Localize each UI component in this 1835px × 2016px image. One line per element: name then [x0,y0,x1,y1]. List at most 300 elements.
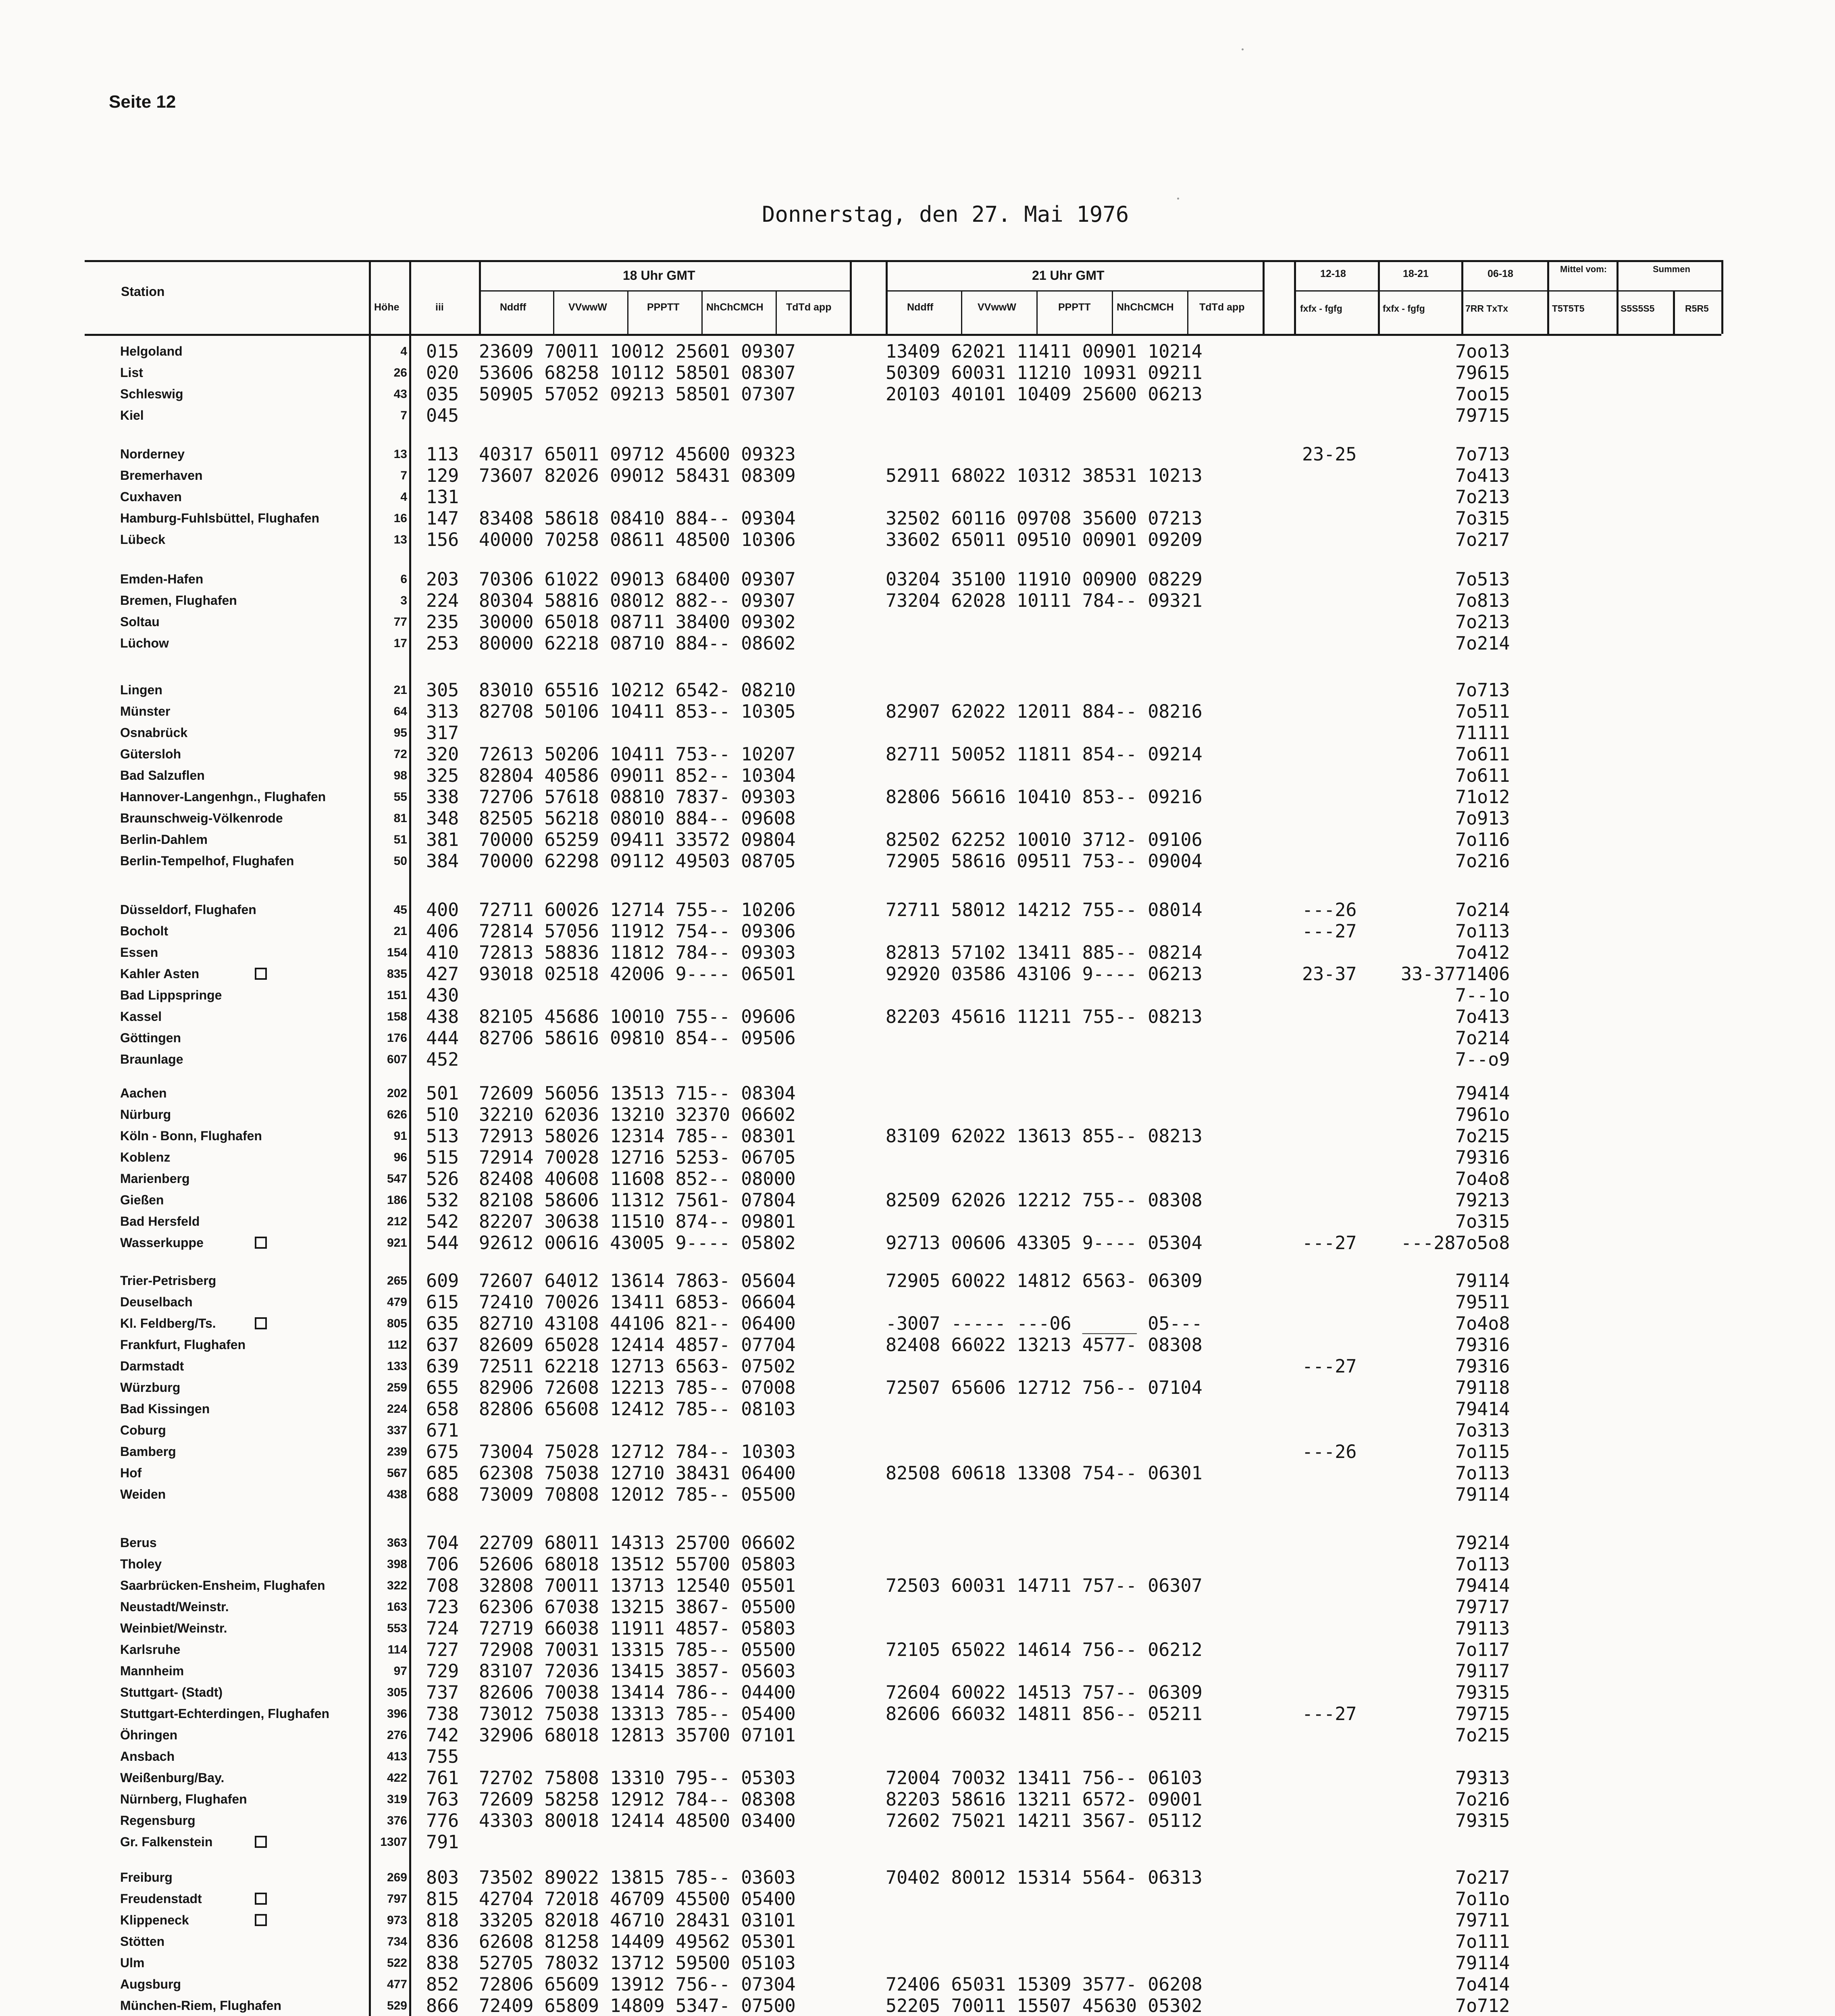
station-index: 639 [426,1356,459,1377]
station-index: 727 [426,1639,459,1660]
table-row [0,1575,1835,1596]
station-index: 513 [426,1125,459,1147]
obs-18-gmt: 82708 50106 10411 853-- 10305 [479,701,796,722]
temp-06-18: 7o215 [1455,1125,1510,1147]
obs-18-gmt: 82609 65028 12414 4857- 07704 [479,1334,796,1356]
obs-18-gmt: 82108 58606 11312 7561- 07804 [479,1189,796,1211]
station-height: 553 [387,1622,407,1635]
station-height: 202 [387,1087,407,1100]
table-row [0,1952,1835,1974]
table-row [0,942,1835,963]
station-index: 838 [426,1952,459,1974]
station-height: 224 [387,1402,407,1416]
table-row [0,1398,1835,1420]
temp-06-18: 7o113 [1455,1554,1510,1575]
obs-18-gmt: 70000 65259 09411 33572 09804 [479,829,796,850]
station-name: Hof [120,1466,142,1480]
station-height: 529 [387,1999,407,2012]
station-name: Weißenburg/Bay. [120,1770,225,1785]
obs-21-gmt: 50309 60031 11210 10931 09211 [886,362,1203,383]
station-name: Gütersloh [120,747,181,761]
station-height: 163 [387,1600,407,1614]
station-index: 253 [426,633,459,654]
obs-18-gmt: 82505 56218 08010 884-- 09608 [479,808,796,829]
temp-06-18: 79117 [1455,1660,1510,1682]
obs-18-gmt: 82408 40608 11608 852-- 08000 [479,1168,796,1189]
obs-18-gmt: 72719 66038 11911 4857- 05803 [479,1618,796,1639]
station-index: 609 [426,1270,459,1291]
station-index: 338 [426,786,459,808]
station-name: Coburg [120,1423,166,1437]
temp-06-18: 79214 [1455,1532,1510,1554]
temp-06-18: 79511 [1455,1291,1510,1313]
table-row [0,405,1835,426]
temp-06-18: 7o11o [1455,1888,1510,1910]
station-name: Norderney [120,447,185,461]
station-index: 305 [426,679,459,701]
station-height: 477 [387,1978,407,1991]
obs-18-gmt: 82606 70038 13414 786-- 04400 [479,1682,796,1703]
temp-06-18: 7o216 [1455,1789,1510,1810]
station-height: 55 [393,790,407,804]
table-row [0,1270,1835,1291]
table-row [0,1377,1835,1398]
obs-18-gmt: 73607 82026 09012 58431 08309 [479,465,796,486]
station-index: 724 [426,1618,459,1639]
station-name: Soltau [120,614,160,629]
station-name: Trier-Petrisberg [120,1273,216,1288]
station-name: Deuselbach [120,1295,193,1309]
iii-header: iii [435,302,444,313]
table-row [0,1596,1835,1618]
obs-21-gmt: 72105 65022 14614 756-- 06212 [886,1639,1203,1660]
sub-r5: R5R5 [1685,303,1709,314]
obs-21-gmt: 72602 75021 14211 3567- 05112 [886,1810,1203,1831]
station-name: Essen [120,945,158,960]
obs-18-gmt: 80304 58816 08012 882-- 09307 [479,590,796,611]
temp-06-18: 7o412 [1455,942,1510,963]
table-row [0,1910,1835,1931]
station-name: Münster [120,704,171,719]
station-index: 313 [426,701,459,722]
col21-vvwww: VVwwW [978,302,1016,313]
page-number: Seite 12 [109,92,176,112]
station-height: 13 [393,448,407,461]
obs-18-gmt: 83107 72036 13415 3857- 05603 [479,1660,796,1682]
obs-18-gmt: 72609 58258 12912 784-- 08308 [479,1789,796,1810]
gust-18-21: ---28 [1401,1232,1456,1254]
table-row [0,1027,1835,1049]
station-height: 95 [393,726,407,739]
station-index: 510 [426,1104,459,1125]
table-row [0,1931,1835,1952]
temp-06-18: 79313 [1455,1767,1510,1789]
station-height: 50 [393,854,407,868]
station-name: Nürburg [120,1107,171,1122]
table-row [0,1334,1835,1356]
obs-21-gmt: 72604 60022 14513 757-- 06309 [886,1682,1203,1703]
station-height: 835 [387,967,407,981]
table-row [0,1639,1835,1660]
station-index: 615 [426,1291,459,1313]
block-21-title: 21 Uhr GMT [1032,268,1105,283]
table-row [0,1867,1835,1888]
obs-21-gmt: 82711 50052 11811 854-- 09214 [886,744,1203,765]
station-name: Berlin-Dahlem [120,832,208,847]
temp-06-18: 7o217 [1455,529,1510,550]
obs-18-gmt: 53606 68258 10112 58501 08307 [479,362,796,383]
obs-18-gmt: 73004 75028 12712 784-- 10303 [479,1441,796,1462]
temp-06-18: 7--1o [1455,985,1510,1006]
station-name: Klippeneck [120,1913,189,1927]
col21-nddff: Nddff [907,302,934,313]
temp-06-18: 7o813 [1455,590,1510,611]
station-height: 21 [393,683,407,697]
station-index: 430 [426,985,459,1006]
station-index: 113 [426,444,459,465]
period-06-18: 06-18 [1488,268,1513,279]
temp-06-18: 7--o9 [1455,1049,1510,1070]
station-height: 973 [387,1914,407,1927]
station-height: 4 [400,345,407,358]
temp-06-18: 7o215 [1455,1724,1510,1746]
obs-18-gmt: 73009 70808 12012 785-- 05500 [479,1484,796,1505]
station-height: 43 [393,387,407,401]
station-height: 259 [387,1381,407,1394]
table-row [0,765,1835,786]
station-height: 805 [387,1317,407,1330]
square-icon [255,1237,267,1249]
temp-06-18: 7o216 [1455,850,1510,872]
temp-06-18: 7o713 [1455,444,1510,465]
obs-21-gmt: 82203 45616 11211 755-- 08213 [886,1006,1203,1027]
table-row [0,465,1835,486]
temp-06-18: 79711 [1455,1910,1510,1931]
table-row [0,1313,1835,1334]
station-index: 763 [426,1789,459,1810]
temp-06-18: 7961o [1455,1104,1510,1125]
obs-21-gmt: 83109 62022 13613 855-- 08213 [886,1125,1203,1147]
table-row [0,1724,1835,1746]
station-height: 4 [400,490,407,504]
station-name: Tholey [120,1557,162,1571]
station-name: Freudenstadt [120,1891,202,1906]
temp-06-18: 79414 [1455,1575,1510,1596]
obs-21-gmt: 82606 66032 14811 856-- 05211 [886,1703,1203,1724]
station-height: 239 [387,1445,407,1458]
table-row [0,1104,1835,1125]
station-height: 376 [387,1814,407,1827]
table-row [0,1995,1835,2016]
station-height: 1307 [380,1835,407,1849]
temp-06-18: 7o5o8 [1455,1232,1510,1254]
station-name: Lüchow [120,636,169,650]
date-heading: Donnerstag, den 27. Mai 1976 [762,202,1129,227]
obs-18-gmt: 23609 70011 10012 25601 09307 [479,341,796,362]
obs-21-gmt: 92713 00606 43305 9---- 05304 [886,1232,1203,1254]
table-row [0,1147,1835,1168]
sub-06-18: 7RR TxTx [1465,303,1508,314]
station-name: Freiburg [120,1870,173,1885]
temp-06-18: 7oo15 [1455,383,1510,405]
obs-21-gmt: 72905 60022 14812 6563- 06309 [886,1270,1203,1291]
obs-21-gmt: 82806 56616 10410 853-- 09216 [886,786,1203,808]
obs-18-gmt: 43303 80018 12414 48500 03400 [479,1810,796,1831]
station-index: 526 [426,1168,459,1189]
obs-21-gmt: 13409 62021 11411 00901 10214 [886,341,1203,362]
temp-06-18: 7o117 [1455,1639,1510,1660]
station-name: Kl. Feldberg/Ts. [120,1316,216,1331]
obs-21-gmt: 82502 62252 10010 3712- 09106 [886,829,1203,850]
square-icon [255,1893,267,1905]
temp-06-18: 7o413 [1455,465,1510,486]
table-row [0,701,1835,722]
temp-06-18: 79213 [1455,1189,1510,1211]
station-height: 6 [400,573,407,586]
station-index: 706 [426,1554,459,1575]
station-name: Stuttgart-Echterdingen, Flughafen [120,1706,330,1721]
station-height: 398 [387,1558,407,1571]
obs-21-gmt: 20103 40101 10409 25600 06213 [886,383,1203,405]
temp-06-18: 7o513 [1455,569,1510,590]
temp-06-18: 79717 [1455,1596,1510,1618]
station-index: 803 [426,1867,459,1888]
station-index: 852 [426,1974,459,1995]
obs-18-gmt: 72914 70028 12716 5253- 06705 [479,1147,796,1168]
station-index: 866 [426,1995,459,2016]
station-height: 133 [387,1360,407,1373]
station-height: 98 [393,769,407,782]
station-name: Cuxhaven [120,489,182,504]
temp-06-18: 7o712 [1455,1995,1510,2016]
block-18-title: 18 Uhr GMT [623,268,695,283]
station-height: 265 [387,1274,407,1287]
table-row [0,1083,1835,1104]
station-height: 114 [387,1643,407,1656]
station-name: Berlin-Tempelhof, Flughafen [120,854,294,868]
obs-21-gmt: 82509 62026 12212 755-- 08308 [886,1189,1203,1211]
table-row [0,1291,1835,1313]
temp-06-18: 79114 [1455,1270,1510,1291]
obs-18-gmt: 72511 62218 12713 6563- 07502 [479,1356,796,1377]
station-index: 156 [426,529,459,550]
table-row [0,985,1835,1006]
temp-06-18: 7o611 [1455,765,1510,786]
station-index: 761 [426,1767,459,1789]
obs-18-gmt: 83010 65516 10212 6542- 08210 [479,679,796,701]
obs-18-gmt: 72410 70026 13411 6853- 06604 [479,1291,796,1313]
temp-06-18: 7o4o8 [1455,1168,1510,1189]
temp-06-18: 7o713 [1455,679,1510,701]
station-name: Mannheim [120,1664,184,1678]
table-row [0,1006,1835,1027]
temp-06-18: 7o214 [1455,1027,1510,1049]
sub-18-21: fxfx - fgfg [1383,303,1425,314]
station-index: 325 [426,765,459,786]
col18-clouds: NhChCMCH [706,302,764,313]
table-row [0,590,1835,611]
station-index: 755 [426,1746,459,1767]
obs-18-gmt: 72702 75808 13310 795-- 05303 [479,1767,796,1789]
col21-clouds: NhChCMCH [1117,302,1174,313]
obs-18-gmt: 73012 75038 13313 785-- 05400 [479,1703,796,1724]
table-row [0,1125,1835,1147]
square-icon [255,1836,267,1848]
table-row [0,611,1835,633]
obs-18-gmt: 82906 72608 12213 785-- 07008 [479,1377,796,1398]
station-name: Würzburg [120,1380,181,1395]
obs-18-gmt: 30000 65018 08711 38400 09302 [479,611,796,633]
station-index: 723 [426,1596,459,1618]
obs-21-gmt: -3007 ----- ---06 _____ 05--- [886,1313,1203,1334]
temp-06-18: 7o214 [1455,633,1510,654]
period-12-18: 12-18 [1320,268,1346,279]
station-index: 708 [426,1575,459,1596]
square-icon [255,968,267,980]
station-index: 406 [426,921,459,942]
station-name: Düsseldorf, Flughafen [120,902,256,917]
station-height: 16 [393,512,407,525]
station-index: 129 [426,465,459,486]
station-index: 384 [426,850,459,872]
station-height: 154 [387,946,407,959]
gust-18-21: 33-37 [1401,963,1456,985]
station-index: 348 [426,808,459,829]
station-index: 542 [426,1211,459,1232]
table-row [0,1532,1835,1554]
station-index: 738 [426,1703,459,1724]
station-name: Helgoland [120,344,183,358]
obs-18-gmt: 82710 43108 44106 821-- 06400 [479,1313,796,1334]
obs-18-gmt: 72613 50206 10411 753-- 10207 [479,744,796,765]
table-row [0,633,1835,654]
obs-21-gmt: 72004 70032 13411 756-- 06103 [886,1767,1203,1789]
station-height: 91 [393,1129,407,1143]
table-row [0,486,1835,508]
station-name: Hamburg-Fuhlsbüttel, Flughafen [120,511,320,525]
station-name: Bad Lippspringe [120,988,222,1002]
temp-06-18: 79113 [1455,1618,1510,1639]
station-height: 305 [387,1686,407,1699]
temp-06-18: 7o611 [1455,744,1510,765]
station-height: 176 [387,1031,407,1045]
col18-ppptt: PPPTT [647,302,680,313]
station-height: 26 [393,366,407,379]
mittel-header: Mittel vom: [1560,264,1607,274]
station-height: 72 [393,748,407,761]
station-index: 320 [426,744,459,765]
temp-06-18: 79315 [1455,1810,1510,1831]
station-name: Darmstadt [120,1359,184,1373]
obs-21-gmt: 72905 58616 09511 753-- 09004 [886,850,1203,872]
obs-21-gmt: 72711 58012 14212 755-- 08014 [886,899,1203,921]
station-index: 381 [426,829,459,850]
table-row [0,1462,1835,1484]
station-index: 544 [426,1232,459,1254]
temp-06-18: 79114 [1455,1952,1510,1974]
table-row [0,921,1835,942]
station-index: 791 [426,1831,459,1853]
station-name: Marienberg [120,1171,190,1186]
obs-21-gmt: 82203 58616 13211 6572- 09001 [886,1789,1203,1810]
station-index: 742 [426,1724,459,1746]
table-row [0,1049,1835,1070]
station-index: 438 [426,1006,459,1027]
table-row [0,1974,1835,1995]
station-height: 45 [393,903,407,916]
obs-18-gmt: 72609 56056 13513 715-- 08304 [479,1083,796,1104]
station-height: 363 [387,1536,407,1549]
station-name: Aachen [120,1086,167,1100]
station-height: 438 [387,1488,407,1501]
station-index: 729 [426,1660,459,1682]
station-name: Ansbach [120,1749,175,1764]
station-name: Bamberg [120,1444,176,1459]
table-row [0,383,1835,405]
temp-06-18: 71111 [1455,722,1510,744]
obs-18-gmt: 40000 70258 08611 48500 10306 [479,529,796,550]
summen-header: Summen [1653,264,1690,274]
station-name: Emden-Hafen [120,572,204,586]
station-height: 337 [387,1424,407,1437]
station-name: Lingen [120,683,162,697]
table-row [0,1660,1835,1682]
temp-06-18: 7o116 [1455,829,1510,850]
table-row [0,679,1835,701]
table-row [0,1703,1835,1724]
station-height: 396 [387,1707,407,1720]
temp-06-18: 7o511 [1455,701,1510,722]
obs-18-gmt: 32906 68018 12813 35700 07101 [479,1724,796,1746]
temp-06-18: 7o4o8 [1455,1313,1510,1334]
table-row [0,1888,1835,1910]
station-name: Braunlage [120,1052,183,1066]
station-header: Station [121,284,165,299]
obs-18-gmt: 32808 70011 13713 12540 05501 [479,1575,796,1596]
station-height: 547 [387,1172,407,1185]
obs-18-gmt: 33205 82018 46710 28431 03101 [479,1910,796,1931]
station-index: 015 [426,341,459,362]
obs-18-gmt: 42704 72018 46709 45500 05400 [479,1888,796,1910]
station-height: 319 [387,1793,407,1806]
obs-18-gmt: 72814 57056 11912 754-- 09306 [479,921,796,942]
obs-18-gmt: 52606 68018 13512 55700 05803 [479,1554,796,1575]
obs-18-gmt: 83408 58618 08410 884-- 09304 [479,508,796,529]
table-row [0,1810,1835,1831]
station-index: 836 [426,1931,459,1952]
station-height: 64 [393,705,407,718]
station-name: München-Riem, Flughafen [120,1998,281,2013]
station-index: 224 [426,590,459,611]
station-height: 7 [400,409,407,422]
gust-12-18: ---27 [1302,1703,1357,1724]
station-index: 035 [426,383,459,405]
station-index: 688 [426,1484,459,1505]
hoehe-header: Höhe [374,302,399,313]
station-index: 704 [426,1532,459,1554]
table-row [0,341,1835,362]
obs-21-gmt: 70402 80012 15314 5564- 06313 [886,1867,1203,1888]
temp-06-18: 7o113 [1455,921,1510,942]
temp-06-18: 7oo13 [1455,341,1510,362]
station-name: Kiel [120,408,144,423]
obs-21-gmt: 82907 62022 12011 884-- 08216 [886,701,1203,722]
station-index: 020 [426,362,459,383]
obs-18-gmt: 72813 58836 11812 784-- 09303 [479,942,796,963]
obs-18-gmt: 50905 57052 09213 58501 07307 [479,383,796,405]
table-row [0,1682,1835,1703]
station-height: 479 [387,1295,407,1309]
